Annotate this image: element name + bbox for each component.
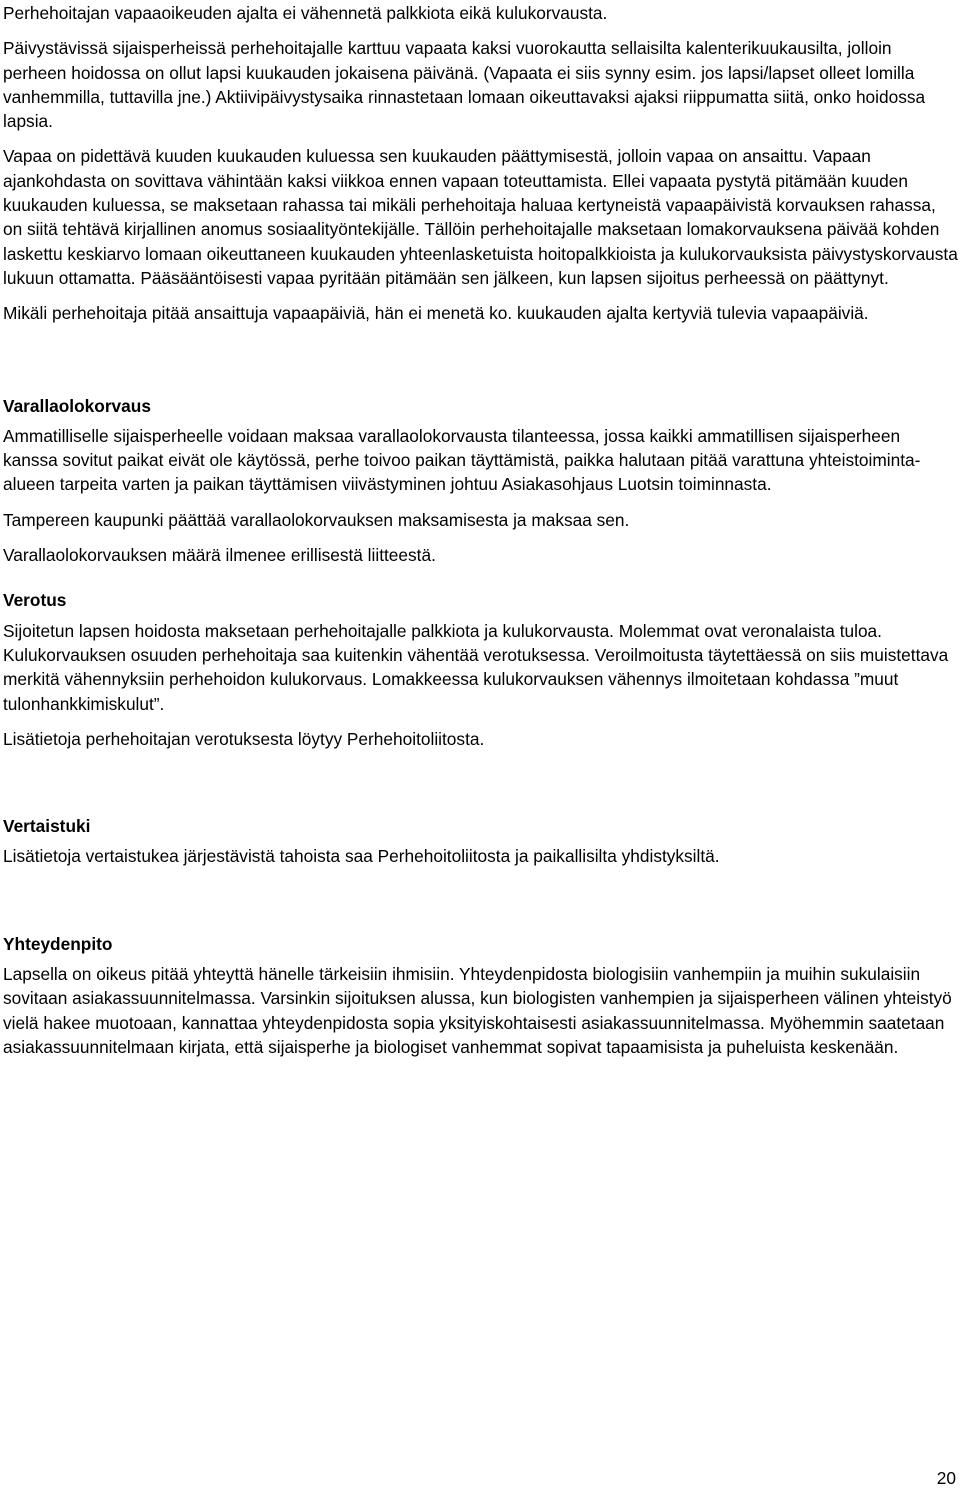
paragraph-vacation-no-deduction: Perhehoitajan vapaaoikeuden ajalta ei vähennetä palkkiota eikä kulukorvausta. [3,3,608,23]
heading-yhteydenpito: Yhteydenpito [3,933,113,954]
paragraph-taxation: Sijoitetun lapsen hoidosta maksetaan perhehoitajalle palkkiota ja kulukorvausta. Molemmat ovat veronalaista tuloa. Kulukorvauksen osuuden perhehoitaja saa kuitenkin vähentää verotuksessa. Veroilmoitusta täytettäessä on siis muistettava merkitä vähennyksiin perhehoidon kulukorvaus. Lomakkeessa kulukorvauksen vähennys ilmoitetaan kohdassa ”muut tulonhankkimiskulut”. [3,620,949,714]
document-page [3,0,958,1059]
paragraph-earned-vacation-days: Mikäli perhehoitaja pitää ansaittuja vapaapäiviä, hän ei menetä ko. kuukauden ajalta kertyviä tulevia vapaapäiviä. [3,303,869,324]
page-number: 20 [936,1468,956,1488]
paragraph-contact-keeping: Lapsella on oikeus pitää yhteyttä hänelle tärkeisiin ihmisiin. Yhteydenpidosta biologisiin vanhempiin ja muihin sukulaisiin sovitaan asiakassuunnitelmassa. Varsinkin sijoituksen alussa, kun biologisten vanhempien ja sijaisperheen välinen yhteistyö vielä hakee muotoaan, kannattaa yhteydenpidosta sopia yksityiskohtaisesti asiakassuunnitelmassa. Myöhemmin saatetaan asiakassuunnitelmaan kirjata, että sijaisperhe ja biologiset vanhemmat sopivat tapaamisista ja puheluista keskenään. [3,964,952,1057]
paragraph-taxation-info: Lisätietoja perhehoitajan verotuksesta löytyy Perhehoitoliitosta. [3,728,485,749]
paragraph-standby-amount: Varallaolokorvauksen määrä ilmenee erillisestä liitteestä. [3,545,436,566]
paragraph-vacation-timing: Vapaa on pidettävä kuuden kuukauden kuluessa sen kuukauden päättymisestä, jolloin vapaa on ansaittu. Vapaan ajankohdasta on sovittava vähintään kaksi viikkoa ennen vapaan toteuttamista. Ellei vapaata pystytä pitämään kuuden kuukauden kuluessa, se maksetaan rahassa tai mikäli perhehoitaja haluaa kertyneistä vapaapäivistä korvauksen rahassa, on siitä tehtävä kirjallinen anomus sosiaalityöntekijälle. Tällöin perhehoitajalle maksetaan lomakorvauksena päivää kohden laskettu keskiarvo lomaan oikeuttaneen kuukauden yhteenlasketuista hoitopalkkioista ja kulukorvauksista päivystyskorvausta lukuun ottamatta. Pääsääntöisesti vapaa pyritään pitämään sen jälkeen, kun lapsen sijoitus perheessä on päättynyt. [3,146,958,288]
paragraph-on-call-families: Päivystävissä sijaisperheissä perhehoitajalle karttuu vapaata kaksi vuorokautta sellaisilta kalenterikuukausilta, jolloin perheen hoidossa on ollut lapsi kuukauden jokaisena päivänä. (Vapaata ei siis synny esim. jos lapsi/lapset olleet lomilla vanhemmilla, tuttavilla jne.) Aktiivipäivystysaika rinnastetaan lomaan oikeuttavaksi ajaksi riippumatta siitä, onko hoidossa lapsia. [3,38,926,132]
heading-vertaistuki: Vertaistuki [3,816,91,837]
paragraph-standby-decision: Tampereen kaupunki päättää varallaolokorvauksen maksamisesta ja maksaa sen. [3,509,630,530]
paragraph-standby-compensation: Ammatilliselle sijaisperheelle voidaan maksaa varallaolokorvausta tilanteessa, jossa kaikki ammatillisen sijaisperheen kanssa sovitut paikat eivät ole käytössä, perhe toivoo paikan täyttämistä, paikka halutaan pitää varattuna yhteistoiminta-alueen tarpeita varten ja paikan täyttämisen viivästyminen johtuu Asiakasohjaus Luotsin toiminnasta. [3,425,921,495]
paragraph-peer-support: Lisätietoja vertaistukea järjestävistä tahoista saa Perhehoitoliitosta ja paikallisilta yhdistyksiltä. [3,846,720,867]
heading-varallaolokorvaus: Varallaolokorvaus [3,395,151,416]
heading-verotus: Verotus [3,590,67,611]
